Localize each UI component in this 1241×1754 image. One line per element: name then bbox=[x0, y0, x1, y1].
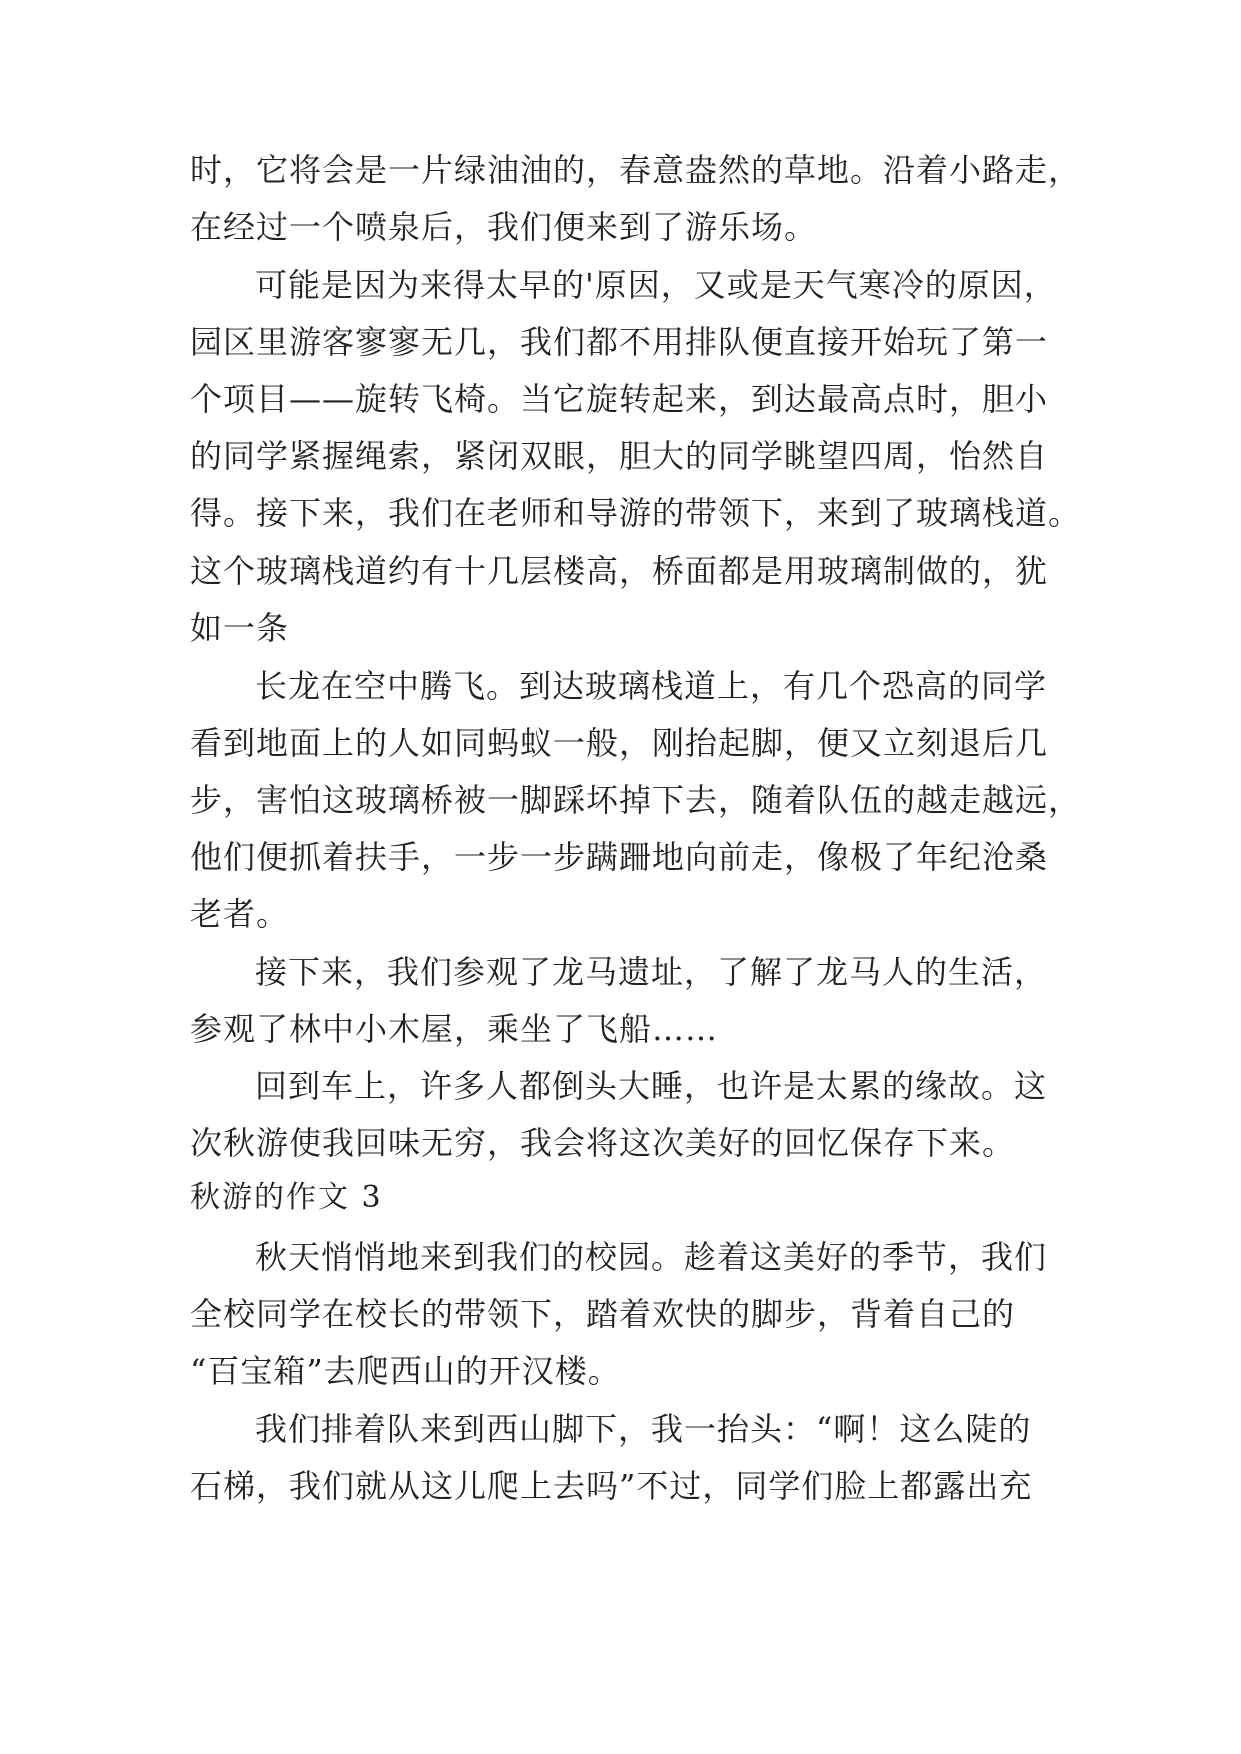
text-line: 他们便抓着扶手，一步一步蹒跚地向前走，像极了年纪沧桑 bbox=[190, 838, 1049, 876]
section-heading: 秋游的作文 3 bbox=[190, 1180, 383, 1215]
text-line: 老者。 bbox=[190, 895, 290, 933]
text-line: 步，害怕这玻璃桥被一脚踩坏掉下去，随着队伍的越走越远， bbox=[190, 781, 1082, 819]
text-line: 在经过一个喷泉后，我们便来到了游乐场。 bbox=[190, 208, 818, 246]
text-line: 石梯，我们就从这儿爬上去吗”不过，同学们脸上都露出充 bbox=[190, 1467, 1033, 1505]
text-line: 园区里游客寥寥无几，我们都不用排队便直接开始玩了第一 bbox=[190, 323, 1049, 361]
text-line: 得。接下来，我们在老师和导游的带领下，来到了玻璃栈道。 bbox=[190, 494, 1082, 532]
text-line: 参观了林中小木屋，乘坐了飞船…… bbox=[190, 1010, 719, 1048]
paragraph-first-line: 回到车上，许多人都倒头大睡，也许是太累的缘故。这 bbox=[255, 1067, 1048, 1105]
text-line: 如一条 bbox=[190, 609, 290, 647]
text-line: 全校同学在校长的带领下，踏着欢快的脚步，背着自己的 bbox=[190, 1295, 1016, 1333]
text-line: 的同学紧握绳索，紧闭双眼，胆大的同学眺望四周，怡然自 bbox=[190, 437, 1049, 475]
text-line: 这个玻璃栈道约有十几层楼高，桥面都是用玻璃制做的，犹 bbox=[190, 552, 1049, 590]
paragraph-first-line: 秋天悄悄地来到我们的校园。趁着这美好的季节，我们 bbox=[255, 1238, 1048, 1276]
paragraph-first-line: 接下来，我们参观了龙马遗址，了解了龙马人的生活， bbox=[255, 953, 1048, 991]
paragraph-first-line: 可能是因为来得太早的'原因，又或是天气寒冷的原因， bbox=[255, 266, 1057, 304]
paragraph-first-line: 我们排着队来到西山脚下，我一抬头：“啊！这么陡的 bbox=[255, 1410, 1032, 1448]
text-line: 个项目——旋转飞椅。当它旋转起来，到达最高点时，胆小 bbox=[190, 380, 1049, 418]
text-line: 次秋游使我回味无穷，我会将这次美好的回忆保存下来。 bbox=[190, 1124, 1016, 1162]
paragraph-first-line: 长龙在空中腾飞。到达玻璃栈道上，有几个恐高的同学 bbox=[255, 667, 1048, 705]
text-line: 看到地面上的人如同蚂蚁一般，刚抬起脚，便又立刻退后几 bbox=[190, 724, 1049, 762]
text-line: “百宝箱”去爬西山的开汉楼。 bbox=[190, 1352, 621, 1390]
text-line: 时，它将会是一片绿油油的，春意盎然的草地。沿着小路走， bbox=[190, 151, 1082, 189]
